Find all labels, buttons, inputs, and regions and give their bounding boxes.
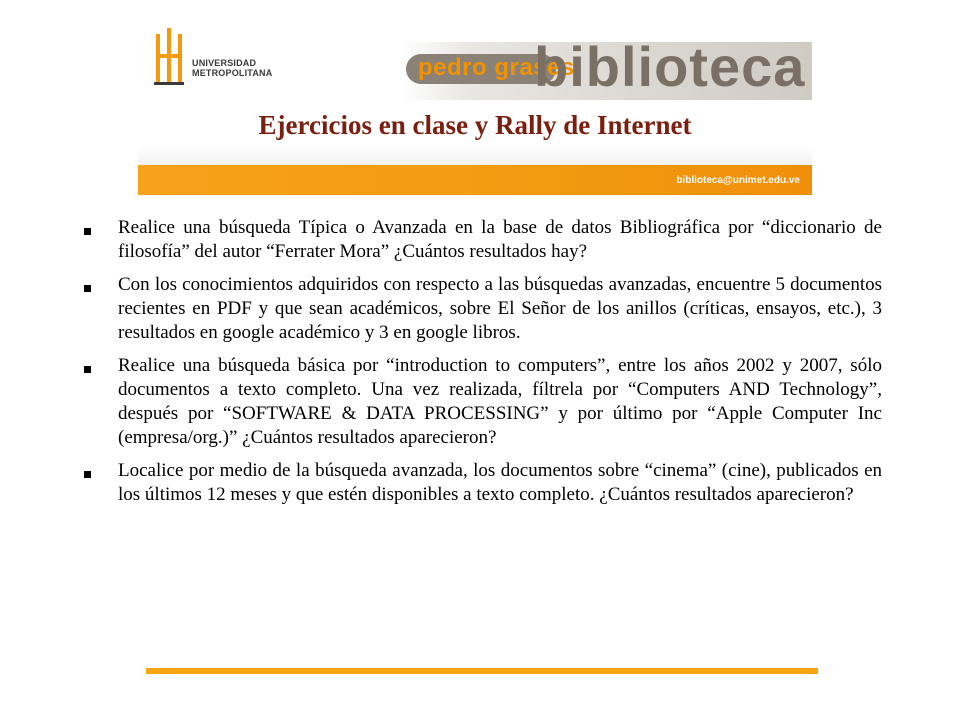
university-emblem-icon: [152, 28, 186, 86]
exercise-list: [84, 216, 882, 516]
header-orange-bar: [138, 165, 812, 195]
university-name: [192, 58, 272, 78]
university-line1: UNIVERSIDAD: [192, 58, 257, 68]
footer-divider: [146, 668, 818, 674]
square-bullet-icon: [84, 273, 118, 303]
square-bullet-icon: [84, 459, 118, 489]
header-banner: [138, 20, 812, 195]
list-item: [84, 216, 882, 264]
brand-large-text: biblioteca: [534, 35, 806, 98]
list-item: [84, 273, 882, 345]
square-bullet-icon: [84, 354, 118, 384]
university-line2: METROPOLITANA: [192, 68, 273, 78]
square-bullet-icon: [84, 216, 118, 246]
list-item-text: Realice una búsqueda Típica o Avanzada en la base de datos Bibliográfica por “diccionario de filosofía” del autor “Ferrater Mora” ¿Cuántos resultados hay?: [118, 217, 882, 262]
brand-small-text: pedro grases: [418, 54, 575, 81]
header-fade: [138, 147, 812, 165]
library-brand: [400, 35, 812, 100]
list-item-text: Localice por medio de la búsqueda avanzada, los documentos sobre “cinema” (cine), publicados en los últimos 12 meses y que estén disponibles a texto completo. ¿Cuántos resultados aparecieron?: [118, 460, 882, 505]
list-item: [84, 354, 882, 450]
list-item-text: Con los conocimientos adquiridos con respecto a las búsquedas avanzadas, encuentre 5 documentos recientes en PDF y que sean académicos, sobre El Señor de los anillos (críticas, ensayos, etc.), 3 resultados en google académico y 3 en google libros.: [118, 274, 882, 343]
library-email: biblioteca@unimet.edu.ve: [676, 175, 800, 186]
page-title: Ejercicios en clase y Rally de Internet: [258, 110, 692, 140]
university-logo: [152, 28, 273, 88]
list-item: [84, 459, 882, 507]
list-item-text: Realice una búsqueda básica por “introduction to computers”, entre los años 2002 y 2007, sólo documentos a texto completo. Una vez realizada, fíltrela por “Computers AND Technology”, después por “SOFTWARE & DATA PROCESSING” y por último por “Apple Computer Inc (empresa/org.)” ¿Cuántos resultados aparecieron?: [118, 355, 882, 448]
